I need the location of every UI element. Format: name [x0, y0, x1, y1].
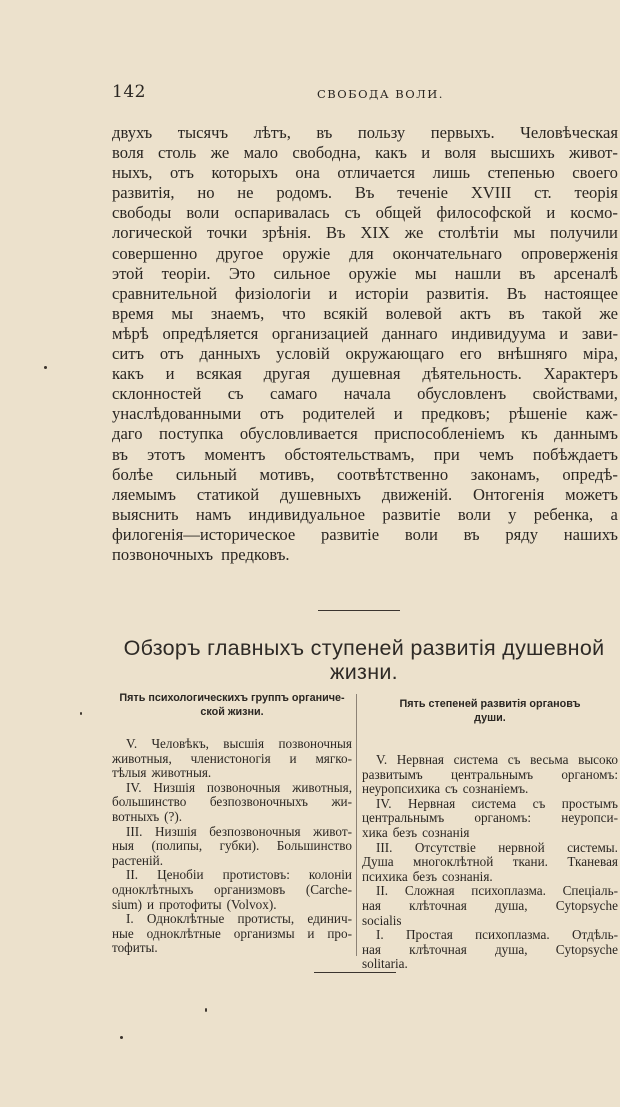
end-divider-rule — [314, 972, 396, 973]
text-line: животныя, членистоногія и мягко- — [112, 750, 352, 766]
text-line: ная клѣточная душа, Cytopsyche — [362, 941, 618, 957]
text-line: ныя (полипы, губки). Большинство — [112, 838, 352, 854]
section-heading: Обзоръ главныхъ ступеней развитія душевной жизни. — [123, 636, 605, 684]
text-line: вотныхъ (?). — [112, 808, 183, 824]
text-line: ляемымъ статикой душевныхъ движеній. Онтогенія можетъ — [112, 484, 618, 504]
text-line: III. Отсутствіе нервной системы. — [376, 839, 618, 855]
right-column-heading-line: души. — [474, 711, 506, 724]
text-line: выяснить намъ индивидуальное развитіе воли у ребенка, а — [112, 504, 618, 524]
right-column-heading-line: Пять степеней развитія органовъ — [399, 698, 581, 710]
text-line: II. Сложная психоплазма. Спеціаль- — [376, 883, 618, 899]
text-line: III. Низшія безпозвоночныя живот- — [126, 823, 352, 839]
left-column — [112, 692, 352, 956]
left-column-heading-line: Пять психологическихъ группъ органиче- — [119, 692, 345, 704]
text-line: IV. Нервная система съ простымъ — [376, 795, 618, 811]
text-line: логической точки зрѣнія. Въ XIX же столѣтіи мы получили — [112, 223, 618, 243]
text-line: V. Нервная система съ весьма высоко — [376, 752, 618, 767]
left-column-heading — [112, 692, 352, 719]
page-number: 142 — [112, 82, 146, 102]
right-column — [362, 698, 618, 972]
text-line: V. Человѣкъ, высшія позвоночныя — [126, 736, 352, 751]
text-line: болѣе сильный мотивъ, соотвѣтственно законамъ, опредѣ- — [112, 464, 618, 484]
text-line: Душа многоклѣтной ткани. Тканевая — [362, 854, 618, 870]
text-line: solitaria. — [362, 956, 408, 972]
text-line: склонностей съ самаго начала обусловленъ свойствами, — [112, 384, 618, 404]
text-line: неуропсихика съ сознаніемъ. — [362, 781, 529, 797]
text-line: тофиты. — [112, 940, 158, 956]
text-line: ныхъ, отъ которыхъ она отличается лишь степенью своего — [112, 163, 618, 183]
text-line: время мы знаемъ, что всякій волевой актъ въ такой же — [112, 303, 618, 323]
paper-speck — [120, 1036, 123, 1039]
text-line: большинство безпозвоночныхъ жи- — [112, 794, 352, 810]
text-line: мѣрѣ опредѣляется организацией даннаго индивидуума и зави- — [112, 323, 618, 343]
text-line: даго поступка обусловливается приспособленіемъ къ даннымъ — [112, 424, 618, 444]
text-line: socialis — [362, 912, 402, 928]
text-line: I. Простая психоплазма. Отдѣль- — [376, 927, 618, 943]
text-line: позвоночныхъ предковъ. — [112, 544, 290, 564]
paper-speck — [44, 366, 47, 369]
text-line: унаслѣдованными отъ родителей и предковъ; рѣшеніе каж- — [112, 404, 618, 424]
page-header — [112, 82, 620, 104]
text-line: какъ и всякая другая душевная дѣятельность. Характеръ — [112, 364, 618, 384]
text-line: ситъ отъ данныхъ условій окружающаго его внѣшняго міра, — [112, 344, 618, 364]
text-line: этой теоріи. Это сильное оружіе мы нашли въ арсеналѣ — [112, 263, 618, 283]
text-line: свободы воли оспаривалась съ общей философской и космо- — [112, 203, 618, 223]
text-line: одноклѣтныхъ организмовъ (Carche- — [112, 881, 352, 897]
text-line: тѣлыя животныя. — [112, 765, 212, 781]
paper-speck — [205, 1008, 207, 1012]
text-line: воля столь же мало свободна, какъ и воля высшихъ живот- — [112, 143, 618, 163]
text-line: въ этотъ моментъ обстоятельствамъ, при чемъ побѣждаетъ — [112, 444, 618, 464]
text-line: ная клѣточная душа, Cytopsyche — [362, 897, 618, 913]
right-column-heading — [362, 698, 618, 725]
text-line: психика безъ сознанія. — [362, 868, 493, 884]
text-line: двухъ тысячъ лѣтъ, въ пользу первыхъ. Человѣческая — [112, 123, 618, 142]
running-title: СВОБОДА ВОЛИ. — [317, 87, 444, 101]
text-line: I. Одноклѣтные протисты, единич- — [126, 911, 352, 927]
text-line: sium) и протофиты (Volvox). — [112, 896, 277, 912]
text-line: сравнительной физіологіи и исторіи развитія. Въ настоящее — [112, 283, 618, 303]
text-line: развитымъ центральнымъ органомъ: — [362, 766, 618, 782]
text-line: IV. Низшія позвоночныя животныя, — [126, 779, 352, 795]
text-line: центральнымъ органомъ: неуропси- — [362, 810, 618, 826]
text-line: совершенно другое оружіе для окончательнаго опроверженія — [112, 243, 618, 263]
section-divider-rule — [318, 610, 400, 611]
body-paragraph — [112, 123, 618, 565]
text-line: ные одноклѣтные организмы и про- — [112, 925, 352, 941]
text-line: II. Ценобіи протистовъ: колоніи — [126, 867, 352, 883]
text-line: растеній. — [112, 852, 163, 868]
text-line: филогенія—историческое развитіе воли въ ряду нашихъ — [112, 524, 618, 544]
left-column-heading-line: ской жизни. — [200, 705, 264, 718]
text-line: хика безъ сознанія — [362, 824, 470, 840]
column-divider — [356, 694, 357, 956]
paper-speck — [80, 712, 82, 715]
text-line: развитія, но не родомъ. Въ теченіе XVIII ст. теорія — [112, 183, 618, 203]
